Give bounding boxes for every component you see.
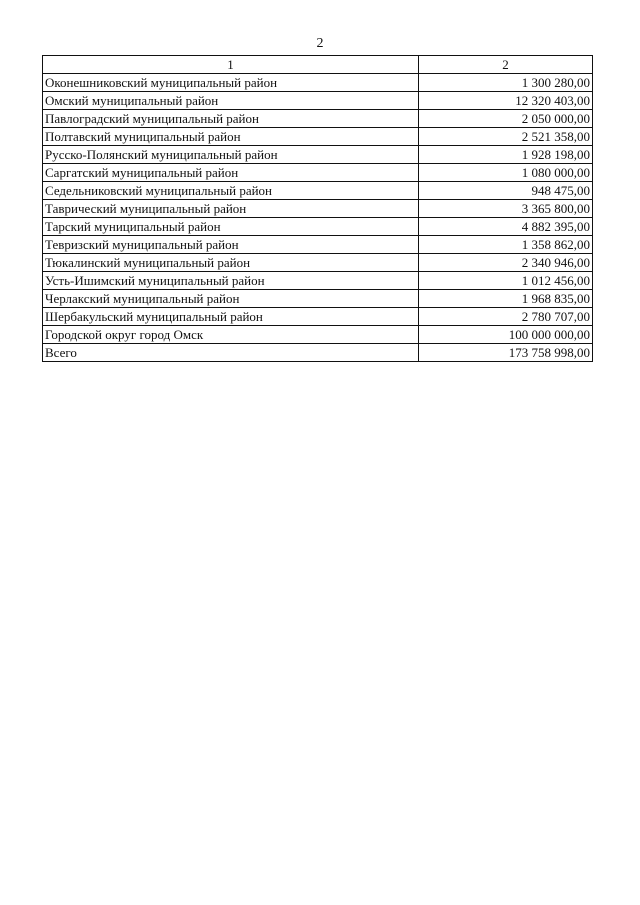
district-amount: 1 928 198,00 [419, 146, 593, 164]
table-row [43, 92, 593, 110]
district-name: Омский муниципальный район [43, 92, 419, 110]
table-row [43, 182, 593, 200]
page-number: 2 [316, 36, 324, 51]
table-row [43, 110, 593, 128]
district-amount: 1 358 862,00 [419, 236, 593, 254]
district-name: Тарский муниципальный район [43, 218, 419, 236]
district-name: Таврический муниципальный район [43, 200, 419, 218]
total-label: Всего [43, 344, 419, 362]
table-row [43, 236, 593, 254]
table-row [43, 164, 593, 182]
district-name: Усть-Ишимский муниципальный район [43, 272, 419, 290]
district-name: Оконешниковский муниципальный район [43, 74, 419, 92]
district-name: Шербакульский муниципальный район [43, 308, 419, 326]
table-row [43, 218, 593, 236]
district-amount: 1 968 835,00 [419, 290, 593, 308]
table-row [43, 272, 593, 290]
allocation-table [42, 55, 593, 362]
column-header-2: 2 [419, 56, 593, 74]
table-row [43, 308, 593, 326]
district-amount: 100 000 000,00 [419, 326, 593, 344]
district-name: Тюкалинский муниципальный район [43, 254, 419, 272]
district-amount: 12 320 403,00 [419, 92, 593, 110]
table-header-row [43, 56, 593, 74]
district-name: Городской округ город Омск [43, 326, 419, 344]
district-amount: 948 475,00 [419, 182, 593, 200]
district-name: Саргатский муниципальный район [43, 164, 419, 182]
district-name: Седельниковский муниципальный район [43, 182, 419, 200]
district-amount: 2 521 358,00 [419, 128, 593, 146]
table-row [43, 200, 593, 218]
column-header-1: 1 [43, 56, 419, 74]
total-row [43, 344, 593, 362]
table-row [43, 146, 593, 164]
table-row [43, 254, 593, 272]
district-name: Черлакский муниципальный район [43, 290, 419, 308]
district-name: Полтавский муниципальный район [43, 128, 419, 146]
table-row [43, 74, 593, 92]
district-amount: 1 012 456,00 [419, 272, 593, 290]
total-amount: 173 758 998,00 [419, 344, 593, 362]
district-name: Павлоградский муниципальный район [43, 110, 419, 128]
district-amount: 2 340 946,00 [419, 254, 593, 272]
district-amount: 1 080 000,00 [419, 164, 593, 182]
district-amount: 2 050 000,00 [419, 110, 593, 128]
district-name: Русско-Полянский муниципальный район [43, 146, 419, 164]
table-row [43, 290, 593, 308]
district-amount: 4 882 395,00 [419, 218, 593, 236]
table-row [43, 128, 593, 146]
table-row [43, 326, 593, 344]
district-amount: 3 365 800,00 [419, 200, 593, 218]
district-amount: 2 780 707,00 [419, 308, 593, 326]
district-name: Тевризский муниципальный район [43, 236, 419, 254]
district-amount: 1 300 280,00 [419, 74, 593, 92]
